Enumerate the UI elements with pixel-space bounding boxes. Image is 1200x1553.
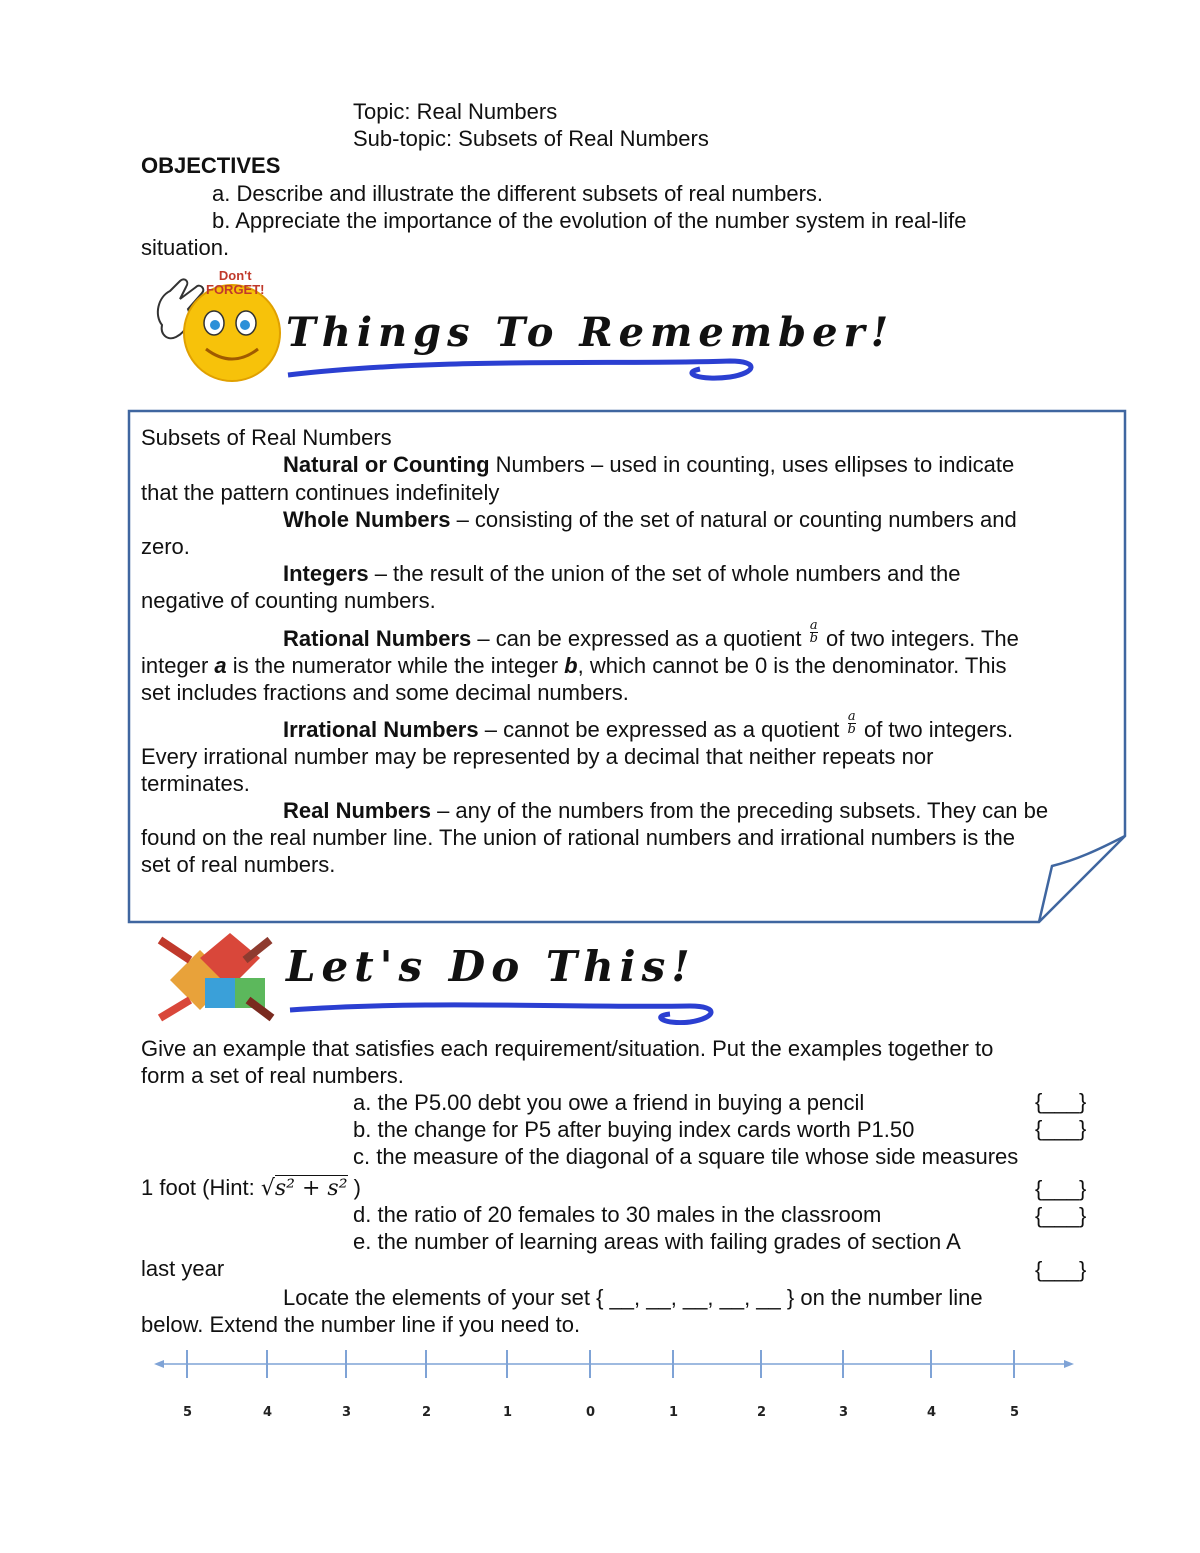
item-c-hint-expression: s² + s² [274,1176,348,1201]
rational-l2b: is the numerator while the integer [226,653,565,678]
real-def-line1 [283,797,1048,824]
rational-l2a: integer [141,653,215,678]
item-c-hint-prefix: 1 foot (Hint: [141,1175,261,1200]
rational-text-b: of two integers. The [819,626,1019,651]
whole-text: – consisting of the set of natural or counting numbers and [450,507,1017,532]
rational-def-line1 [283,617,1019,653]
natural-text: Numbers – used in counting, uses ellipses to indicate [489,452,1015,477]
locate-line1: Locate the elements of your set { __, __, __, __, __ } on the number line [283,1285,983,1310]
integers-def-line1 [283,560,961,587]
number-line-tick-label: 3 [342,1405,352,1420]
irrational-text-a: – cannot be expressed as a quotient [478,717,846,742]
item-d: d. the ratio of 20 females to 30 males in the classroom [353,1202,882,1227]
fraction-a-over-b [809,617,818,646]
answer-blank-d[interactable]: {___} [1035,1203,1087,1228]
fraction-a-over-b-2 [847,708,856,737]
irrational-def-line3: terminates. [141,771,250,796]
badge-line2: FORGET! [206,282,265,297]
fraction-numerator-2: a [847,708,856,724]
item-e-line1: e. the number of learning areas with failing grades of section A [353,1229,961,1254]
fraction-denominator-2: b [847,721,856,737]
item-e-line2: last year [141,1256,225,1281]
fraction-numerator: a [809,617,818,633]
rational-text-a: – can be expressed as a quotient [471,626,808,651]
lets-do-this-title: Let's Do This! [286,942,696,991]
irrational-text-b: of two integers. [857,717,1014,742]
var-a: a [214,653,227,678]
real-def-line2: found on the real number line. The union of rational numbers and irrational numbers is the [141,825,1016,850]
item-c-hint-suffix: ) [347,1175,361,1200]
natural-term: Natural or Counting [283,452,490,477]
number-line-tick-label: 5 [183,1405,193,1420]
irrational-term: Irrational Numbers [283,717,479,742]
var-b: b [564,653,578,678]
item-c-line2 [141,1174,361,1202]
number-line-tick-label: 4 [927,1405,937,1420]
answer-blank-e[interactable]: {___} [1035,1257,1087,1282]
integers-def-line2: negative of counting numbers. [141,588,436,613]
integers-text: – the result of the union of the set of whole numbers and the [368,561,961,586]
number-line-tick-label: 1 [503,1405,513,1420]
real-text: – any of the numbers from the preceding subsets. They can be [430,798,1049,823]
activity-intro-line1: Give an example that satisfies each requirement/situation. Put the examples together to [141,1036,994,1061]
irrational-def-line2: Every irrational number may be represented by a decimal that neither repeats nor [141,744,934,769]
answer-blank-a[interactable]: {___} [1035,1089,1087,1114]
answer-blank-b[interactable]: {___} [1035,1116,1087,1141]
things-to-remember-title: Things To Remember! [286,309,895,356]
number-line-tick-label: 2 [757,1405,767,1420]
badge-line1: Don't [218,268,252,283]
rational-term: Rational Numbers [283,626,472,651]
rational-def-line2 [141,652,1006,679]
subsets-heading: Subsets of Real Numbers [141,425,392,450]
item-b: b. the change for P5 after buying index cards worth P1.50 [353,1117,915,1142]
number-line-tick-label: 5 [1010,1405,1020,1420]
locate-line2: below. Extend the number line if you need to. [141,1312,581,1337]
activity-intro-line2: form a set of real numbers. [141,1063,404,1088]
number-line-tick-label: 0 [586,1405,596,1420]
number-line-right-arrow [1064,1360,1074,1368]
whole-def-line2: zero. [141,534,190,559]
whole-term: Whole Numbers [283,507,451,532]
number-line-left-arrow [154,1360,164,1368]
number-line-tick-label: 3 [839,1405,849,1420]
rational-def-line3: set includes fractions and some decimal numbers. [141,680,629,705]
number-line-tick-label: 1 [669,1405,679,1420]
real-def-line3: set of real numbers. [141,852,336,877]
real-term: Real Numbers [283,798,431,823]
integers-term: Integers [283,561,369,586]
topic-line: Topic: Real Numbers [353,99,558,124]
rational-l2c: , which cannot be 0 is the denominator. This [577,653,1007,678]
subtopic-line: Sub-topic: Subsets of Real Numbers [353,126,709,151]
natural-def-line1 [283,451,1014,478]
item-c-line1: c. the measure of the diagonal of a square tile whose side measures [353,1144,1019,1169]
objective-b-line1: b. Appreciate the importance of the evolution of the number system in real-life [212,208,967,233]
objectives-heading: OBJECTIVES [141,153,281,178]
irrational-def-line1 [283,708,1014,744]
item-a: a. the P5.00 debt you owe a friend in buying a pencil [353,1090,865,1115]
objective-a: a. Describe and illustrate the different subsets of real numbers. [212,181,824,206]
number-line-tick-label: 2 [422,1405,432,1420]
number-line-tick-label: 4 [263,1405,273,1420]
sqrt-icon: √ [260,1176,275,1201]
things-to-remember-banner [140,265,895,395]
objective-b-line2: situation. [141,235,230,260]
lets-do-this-banner [150,930,750,1025]
natural-def-line2: that the pattern continues indefinitely [141,480,500,505]
dont-forget-badge [206,269,265,297]
number-line[interactable] [150,1340,1080,1390]
answer-blank-c[interactable]: {___} [1035,1176,1087,1201]
whole-def-line1 [283,506,1017,533]
fraction-denominator: b [809,630,818,646]
